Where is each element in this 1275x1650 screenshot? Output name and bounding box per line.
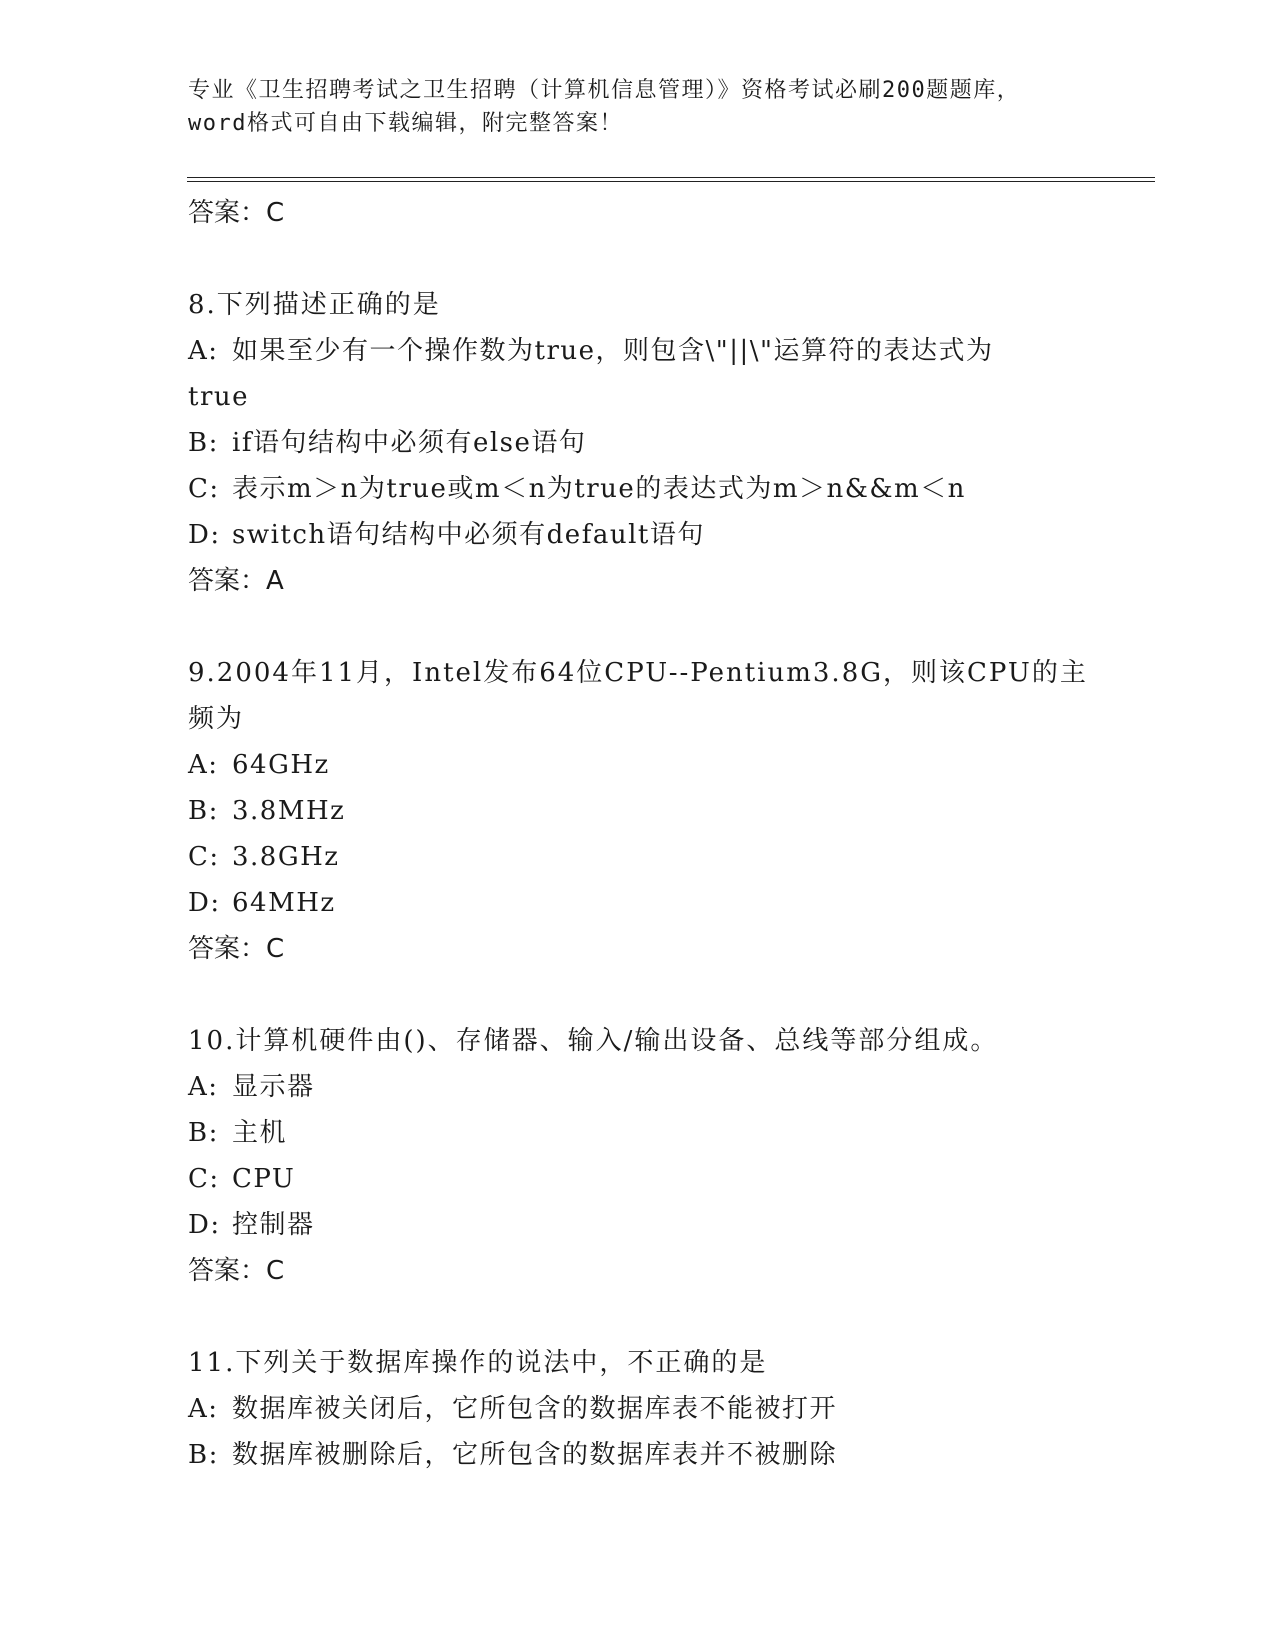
question-stem: 10.计算机硬件由()、存储器、输入/输出设备、总线等部分组成。 [188, 1026, 999, 1056]
answer-line: 答案：A [188, 566, 284, 596]
option-b [188, 420, 1148, 466]
option-a [188, 742, 1148, 788]
option-letter: B: [188, 796, 219, 826]
option-text: 3.8GHz [232, 842, 340, 872]
option-d [188, 512, 1148, 558]
question-stem: 9.2004年11月，Intel发布64位CPU--Pentium3.8G，则该CPU的主 [188, 658, 1088, 688]
option-letter: A: [188, 750, 219, 780]
option-text: 64MHz [232, 888, 336, 918]
header-line-1: 专业《卫生招聘考试之卫生招聘（计算机信息管理）》资格考试必刷200题题库， [188, 78, 1021, 103]
answer-line: 答案：C [188, 1256, 285, 1286]
option-c [188, 466, 1148, 512]
page-header [188, 74, 1088, 140]
option-a-continued [188, 374, 1148, 420]
question-9 [188, 650, 1148, 1018]
option-d [188, 880, 1148, 926]
option-letter: A: [188, 1072, 219, 1102]
option-letter: D: [188, 520, 221, 550]
spacer [188, 236, 1148, 282]
option-text: switch语句结构中必须有default语句 [232, 520, 705, 550]
previous-answer: 答案：C [188, 198, 285, 228]
option-text: CPU [232, 1164, 296, 1194]
option-a [188, 328, 1148, 374]
option-text: if语句结构中必须有else语句 [232, 428, 587, 458]
option-b [188, 788, 1148, 834]
option-text: 数据库被关闭后，它所包含的数据库表不能被打开 [232, 1394, 838, 1424]
option-b [188, 1432, 1148, 1478]
option-letter: D: [188, 888, 221, 918]
option-letter: C: [188, 1164, 220, 1194]
option-a [188, 1386, 1148, 1432]
question-stem: 8.下列描述正确的是 [188, 290, 441, 320]
header-divider [187, 177, 1155, 182]
option-letter: B: [188, 1118, 219, 1148]
question-10 [188, 1018, 1148, 1340]
option-text: 显示器 [232, 1072, 315, 1102]
option-c [188, 834, 1148, 880]
option-letter: C: [188, 474, 220, 504]
spacer [188, 604, 1148, 650]
question-11 [188, 1340, 1148, 1478]
option-letter: D: [188, 1210, 221, 1240]
option-text: 数据库被删除后，它所包含的数据库表并不被删除 [232, 1440, 838, 1470]
option-text: 主机 [232, 1118, 288, 1148]
option-text: 3.8MHz [232, 796, 346, 826]
option-text: true [188, 382, 250, 412]
option-d [188, 1202, 1148, 1248]
option-text: 表示m＞n为true或m＜n为true的表达式为m＞n&&m＜n [232, 474, 966, 504]
option-text: 64GHz [232, 750, 330, 780]
option-text: 如果至少有一个操作数为true，则包含\"||\"运算符的表达式为 [232, 336, 994, 366]
option-c [188, 1156, 1148, 1202]
option-letter: A: [188, 1394, 219, 1424]
header-line-2: word格式可自由下载编辑，附完整答案！ [188, 111, 623, 136]
option-letter: B: [188, 1440, 219, 1470]
option-text: 控制器 [232, 1210, 315, 1240]
option-a [188, 1064, 1148, 1110]
question-stem-continued: 频为 [188, 704, 245, 734]
spacer [188, 1294, 1148, 1340]
option-letter: B: [188, 428, 219, 458]
option-letter: C: [188, 842, 220, 872]
option-letter: A: [188, 336, 219, 366]
spacer [188, 972, 1148, 1018]
question-stem: 11.下列关于数据库操作的说法中，不正确的是 [188, 1348, 768, 1378]
answer-line: 答案：C [188, 934, 285, 964]
option-b [188, 1110, 1148, 1156]
question-8 [188, 282, 1148, 650]
question-list [188, 190, 1148, 1478]
